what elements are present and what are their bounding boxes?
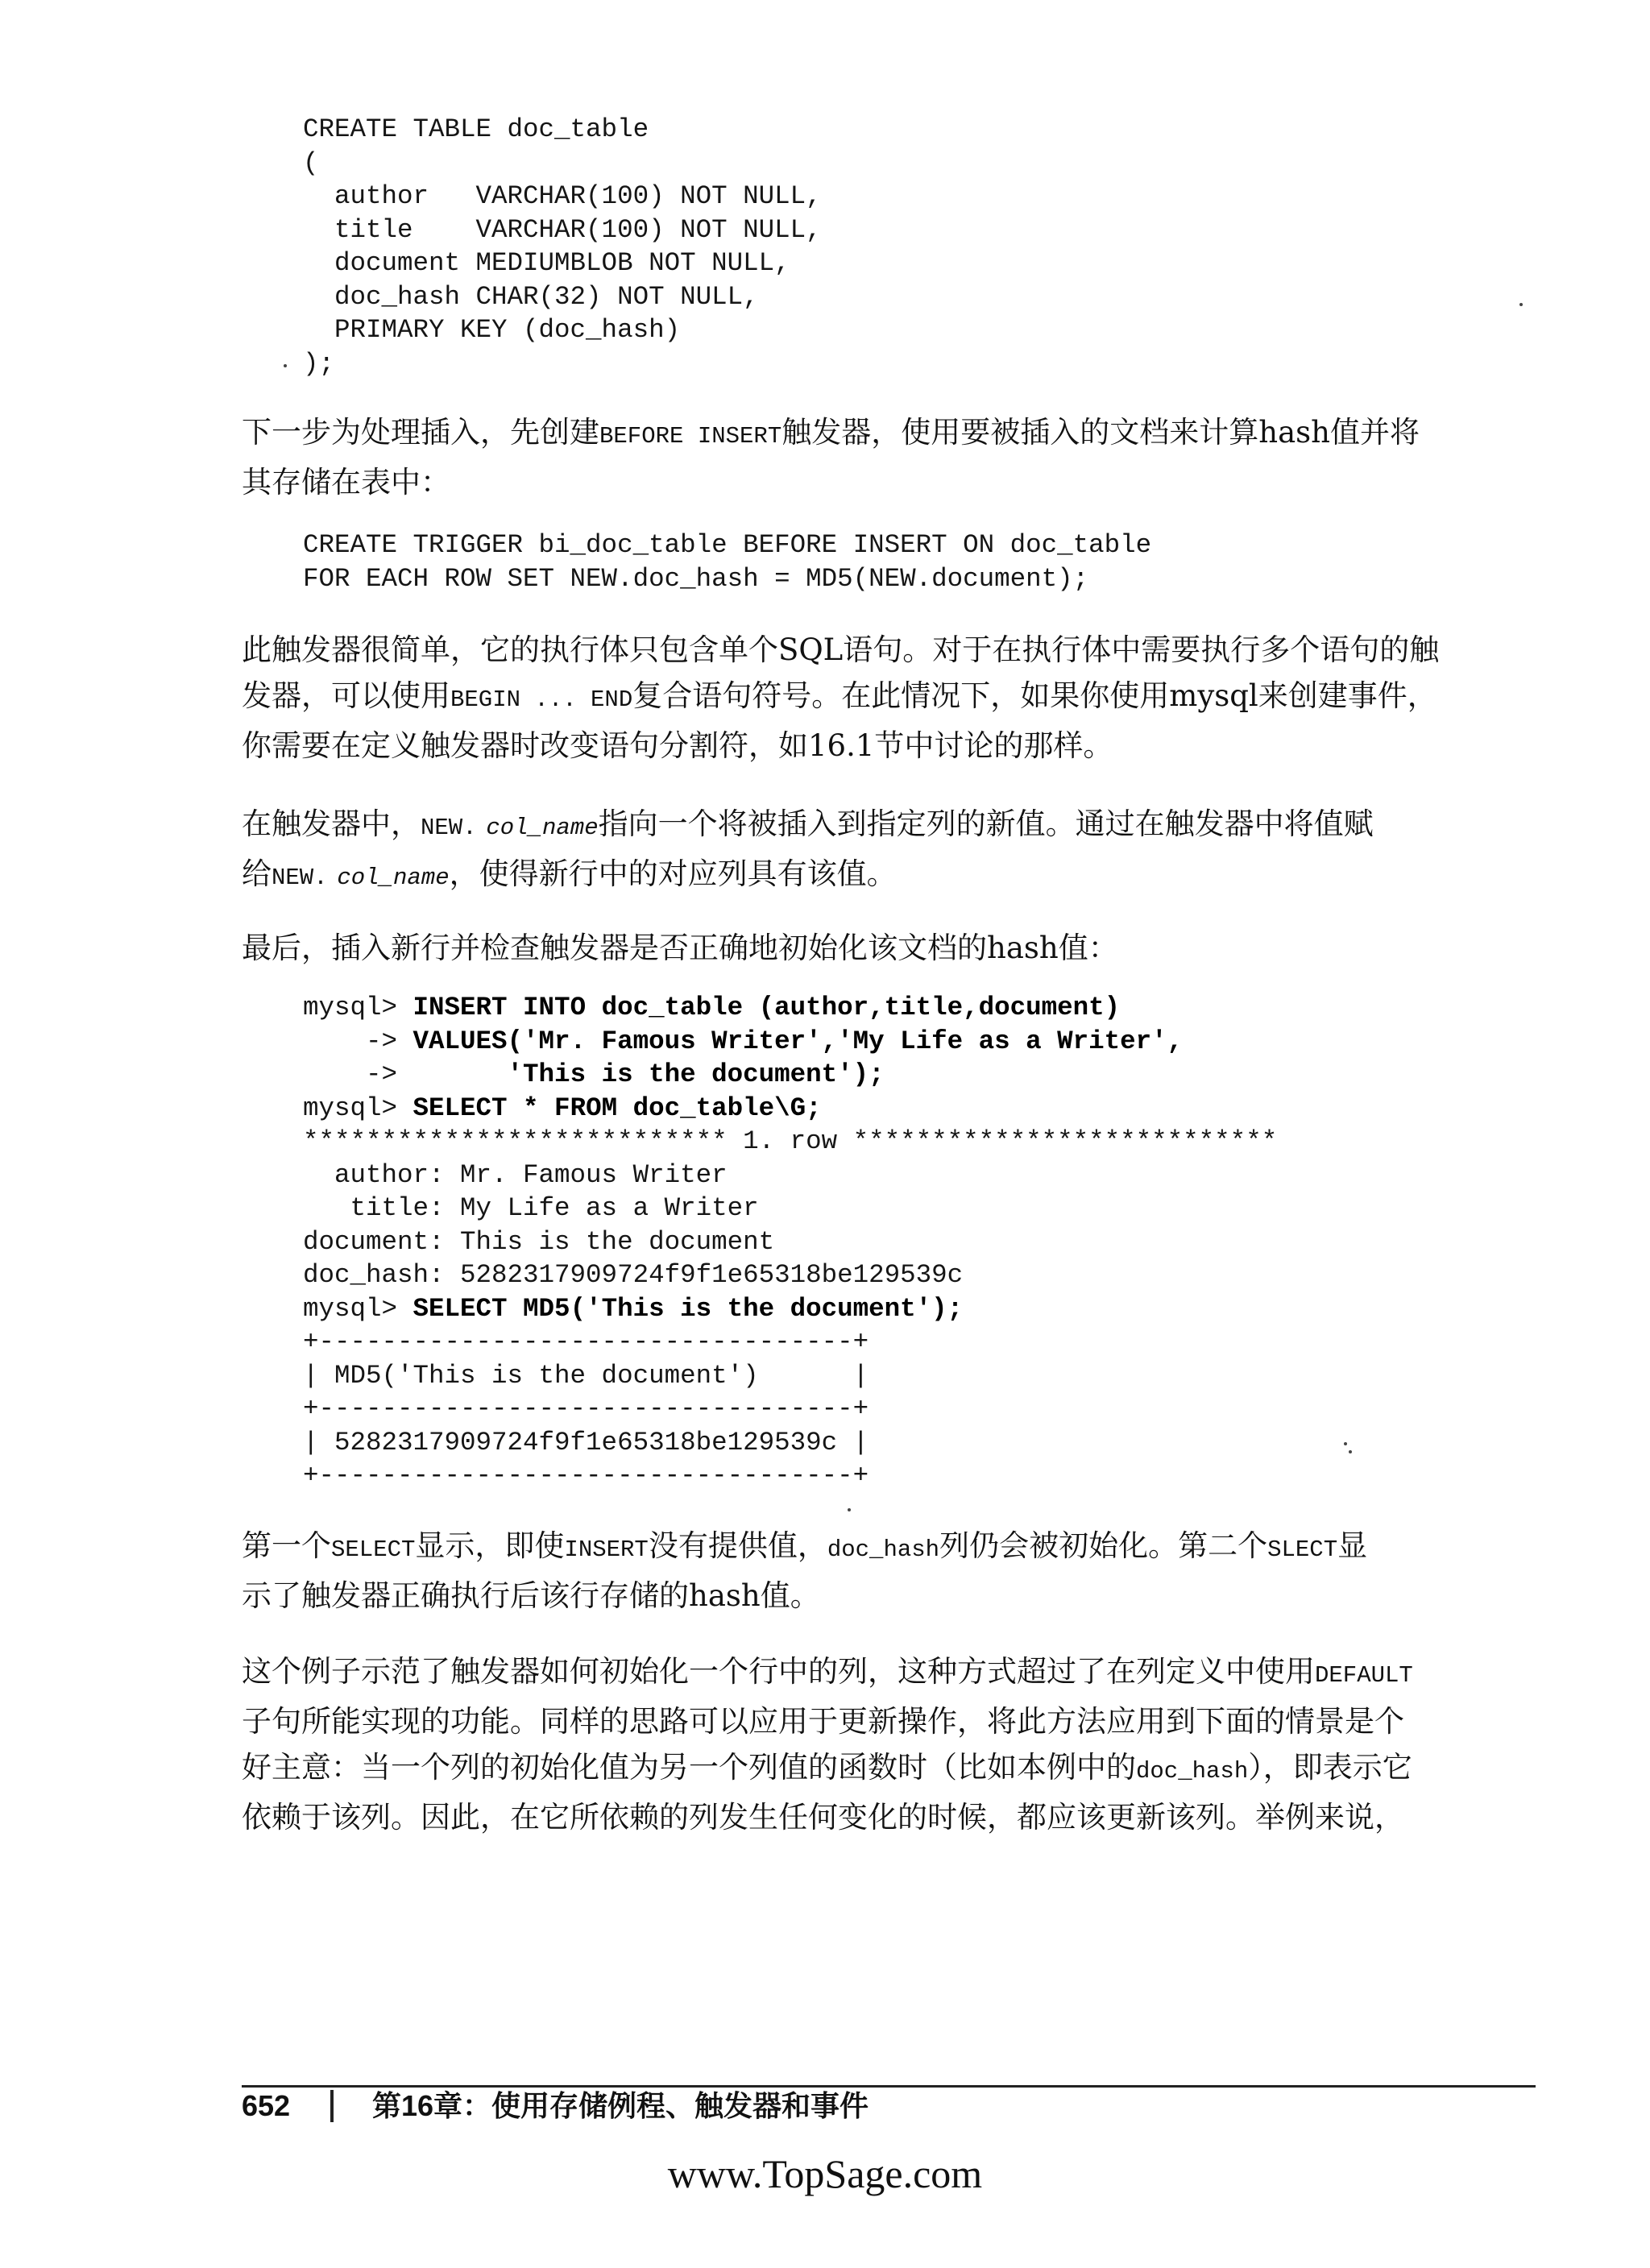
- code-line: mysql> INSERT INTO doc_table (author,title,document): [303, 993, 1121, 1022]
- code-line: doc_hash: 5282317909724f9f1e65318be129539c: [303, 1260, 964, 1290]
- footer-separator: [330, 2090, 334, 2122]
- scan-speck: [284, 364, 287, 367]
- scan-speck: [1344, 1442, 1347, 1445]
- paragraph-trigger-simple: 此触发器很简单，它的执行体只包含单个SQL语句。对于在执行体中需要执行多个语句的触 发器，可以使用BEGIN ... END复合语句符号。在此情况下，如果你使用mysql来创建事件， 你需要在定义触发器时改变语句分割符，如16.1节中讨论的那样。: [242, 632, 1440, 763]
- page-number: 652: [242, 2089, 291, 2122]
- code-line: author: Mr. Famous Writer: [303, 1159, 728, 1190]
- code-line: title: My Life as a Writer: [303, 1193, 759, 1223]
- scan-speck: [848, 1508, 851, 1511]
- code-line: | 5282317909724f9f1e65318be129539c |: [303, 1427, 869, 1457]
- paragraph-new-col-name: 在触发器中，NEW. col_name指向一个将被插入到指定列的新值。通过在触发器中将值赋 给NEW. col_name，使得新行中的对应列具有该值。: [242, 806, 1374, 891]
- code-line: -> VALUES('Mr. Famous Writer','My Life as a Writer',: [303, 1026, 1184, 1056]
- code-line: title VARCHAR(100) NOT NULL,: [303, 214, 822, 245]
- code-line: -> 'This is the document');: [303, 1059, 885, 1089]
- code-line: +----------------------------------+: [303, 1327, 869, 1357]
- code-line: CREATE TABLE doc_table: [303, 114, 649, 144]
- paragraph-before-insert: 下一步为处理插入，先创建BEFORE INSERT触发器，使用要被插入的文档来计算hash值并将 其存储在表中：: [242, 415, 1420, 500]
- chapter-title: 第16章：使用存储例程、触发器和事件: [372, 2089, 869, 2122]
- code-block-mysql-session: [303, 991, 1277, 1493]
- scan-speck: [1519, 303, 1523, 306]
- code-block-create-table: [303, 113, 822, 380]
- code-line: document MEDIUMBLOB NOT NULL,: [303, 248, 790, 278]
- code-line: );: [303, 348, 335, 379]
- code-line: | MD5('This is the document') |: [303, 1360, 869, 1391]
- code-line: author VARCHAR(100) NOT NULL,: [303, 181, 822, 211]
- code-line: *************************** 1. row ***************************: [303, 1126, 1278, 1156]
- code-line: FOR EACH ROW SET NEW.doc_hash = MD5(NEW.document);: [303, 563, 1089, 594]
- code-line: document: This is the document: [303, 1226, 775, 1257]
- paragraph-first-select: 第一个SELECT显示，即使INSERT没有提供值，doc_hash列仍会被初始化。第二个SLECT显 示了触发器正确执行后该行存储的hash值。: [242, 1528, 1368, 1613]
- paragraph-example-explanation: 这个例子示范了触发器如何初始化一个行中的列，这种方式超过了在列定义中使用DEFAULT 子句所能实现的功能。同样的思路可以应用于更新操作，将此方法应用到下面的情景是个 好主意：当一个列的初始化值为另一个列值的函数时（比如本例中的doc_hash），即表示它 依赖于该列。因此，在它所依赖的列发生任何变化的时候，都应该更新该列。举例来说，: [242, 1654, 1413, 1835]
- code-line: doc_hash CHAR(32) NOT NULL,: [303, 281, 759, 312]
- footer-divider: [242, 2085, 1536, 2088]
- code-block-trigger: [303, 529, 1151, 595]
- paragraph-finally: 最后，插入新行并检查触发器是否正确地初始化该文档的hash值：: [242, 931, 1118, 965]
- code-line: +----------------------------------+: [303, 1394, 869, 1424]
- code-line: (: [303, 147, 319, 178]
- code-line: CREATE TRIGGER bi_doc_table BEFORE INSERT ON doc_table: [303, 530, 1152, 560]
- scan-speck: [1349, 1450, 1352, 1453]
- code-line: +----------------------------------+: [303, 1461, 869, 1491]
- code-line: PRIMARY KEY (doc_hash): [303, 315, 681, 345]
- watermark-url: www.TopSage.com: [667, 2151, 983, 2196]
- code-line: mysql> SELECT MD5('This is the document');: [303, 1293, 964, 1324]
- code-line: mysql> SELECT * FROM doc_table\G;: [303, 1093, 822, 1123]
